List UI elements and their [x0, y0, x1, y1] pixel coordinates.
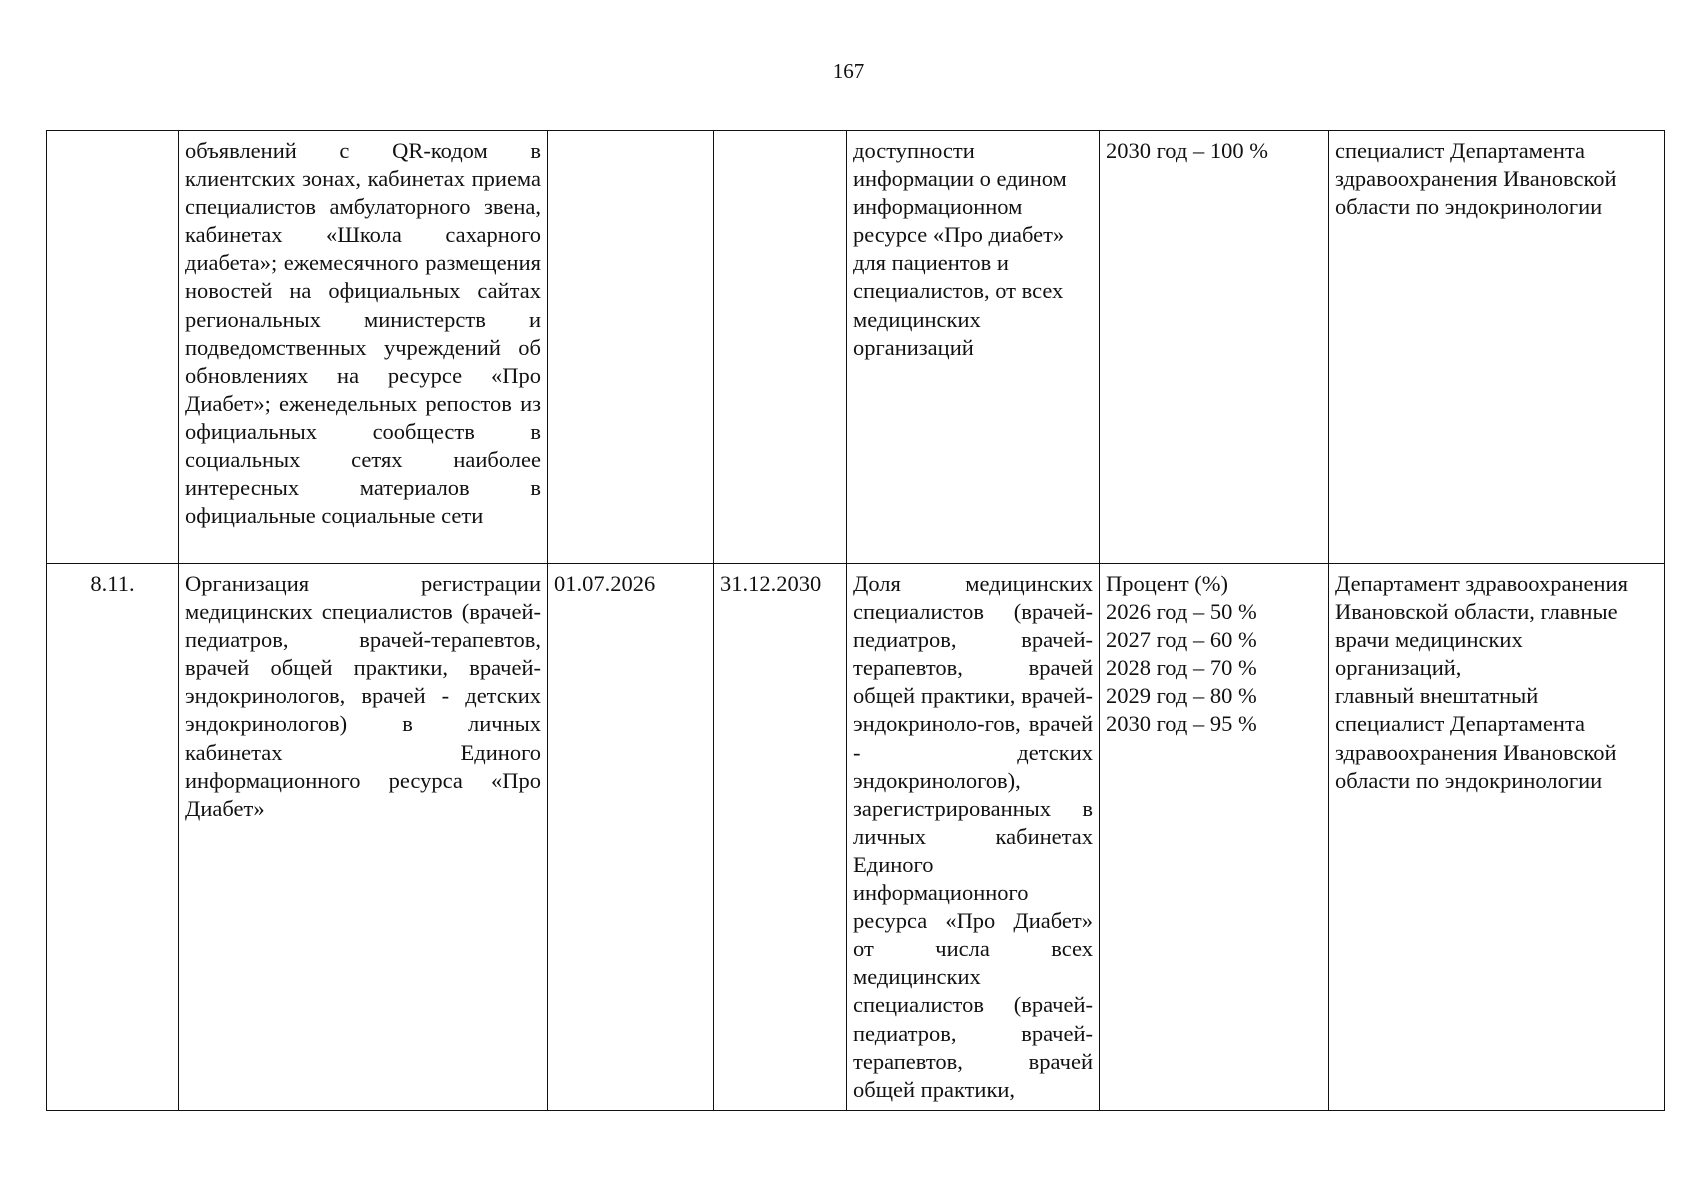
end-date-cell: [714, 131, 847, 564]
end-date-cell: 31.12.2030: [714, 564, 847, 1111]
responsible-cell: специалист Департамента здравоохранения Ивановской области по эндокринологии: [1329, 131, 1665, 564]
start-date-cell: [548, 131, 714, 564]
table-row: [47, 131, 1665, 564]
activity-cell: Организация регистрации медицинских специалистов (врачей-педиатров, врачей-терапевтов, врачей общей практики, врачей-эндокринологов, врачей - детских эндокринологов) в личных кабинетах Единого информационного ресурса «Про Диабет»: [179, 564, 548, 1111]
target-value-line: 2030 год – 100 %: [1106, 138, 1268, 163]
target-value-line: 2029 год – 80 %: [1106, 683, 1257, 709]
target-value-line: 2026 год – 50 %: [1106, 599, 1257, 625]
start-date-cell: 01.07.2026: [548, 564, 714, 1111]
table-row: [47, 564, 1665, 1111]
target-values-cell: [1100, 131, 1329, 564]
responsible-cell: Департамент здравоохранения Ивановской области, главные врачи медицинских организаций, главный внештатный специалист Департамента здравоохранения Ивановской области по эндокринологии: [1329, 564, 1665, 1111]
page-number: 167: [832, 59, 865, 83]
measures-table: [46, 130, 1665, 1111]
target-value-line: 2028 год – 70 %: [1106, 655, 1257, 681]
indicator-cell: Доля медицинских специалистов (врачей-педиатров, врачей-терапевтов, врачей общей практики, врачей-эндокриноло-гов, врачей - детских эндокринологов), зарегистрированных в личных кабинетах Единого информационного ресурса «Про Диабет» от числа всех медицинских специалистов (врачей-педиатров, врачей-терапевтов, врачей общей практики,: [847, 564, 1100, 1111]
target-value-line: Процент (%): [1106, 571, 1229, 596]
activity-cell: объявлений с QR-кодом в клиентских зонах, кабинетах приема специалистов амбулаторного звена, кабинетах «Школа сахарного диабета»; ежемесячного размещения новостей на официальных сайтах региональных министерств и подведомственных учреждений об обновлениях на ресурсе «Про Диабет»; еженедельных репостов из официальных сообществ в социальных сетях наиболее интересных материалов в официальные социальные сети: [179, 131, 548, 564]
row-number-cell: 8.11.: [47, 564, 179, 1111]
target-value-line: 2027 год – 60 %: [1106, 627, 1257, 653]
target-values-cell: [1100, 564, 1329, 1111]
row-number-cell: [47, 131, 179, 564]
target-value-line: 2030 год – 95 %: [1106, 711, 1257, 737]
indicator-cell: доступности информации о едином информационном ресурсе «Про диабет» для пациентов и специалистов, от всех медицинских организаций: [847, 131, 1100, 564]
